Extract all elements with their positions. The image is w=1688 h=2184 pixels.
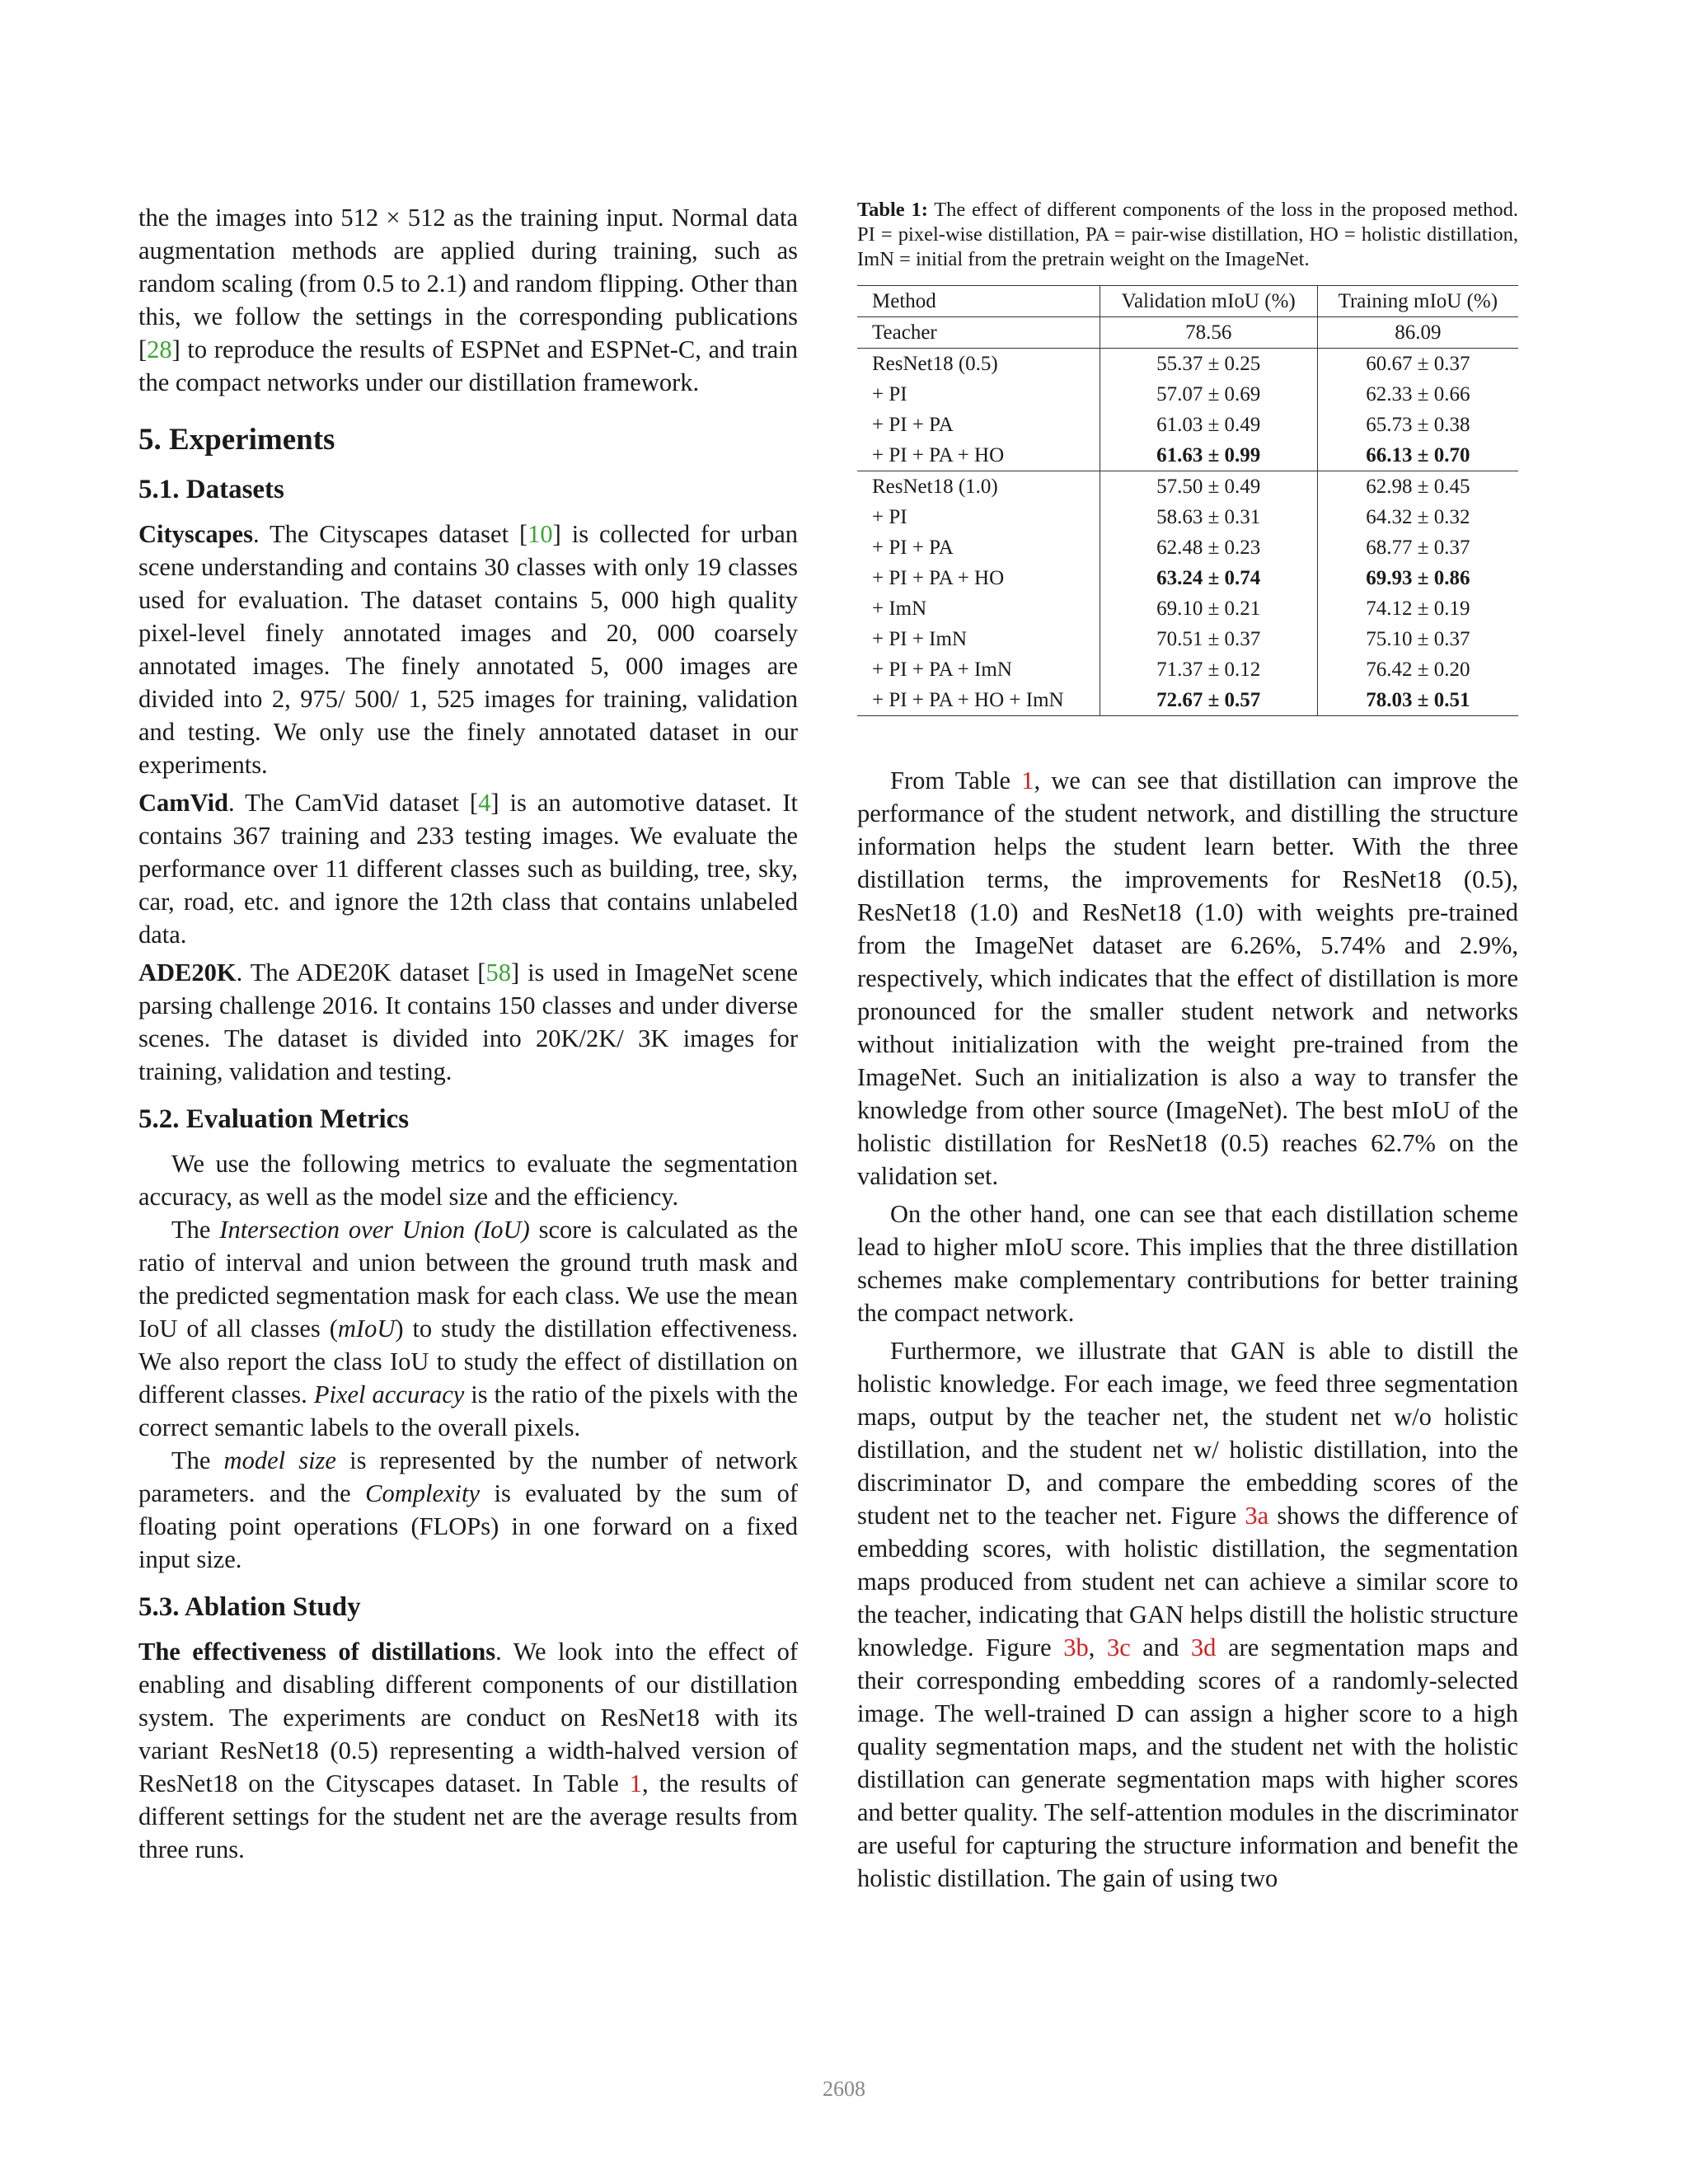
training-miou-cell: 69.93 ± 0.86: [1317, 563, 1518, 593]
figure-reference-link[interactable]: 3c: [1106, 1633, 1131, 1661]
validation-miou-cell: 61.03 ± 0.49: [1100, 410, 1317, 440]
figure-reference-link[interactable]: 3d: [1190, 1633, 1217, 1661]
table-header-cell: Validation mIoU (%): [1100, 286, 1317, 317]
table-header-cell: Training mIoU (%): [1317, 286, 1518, 317]
training-miou-cell: 78.03 ± 0.51: [1317, 685, 1518, 716]
eval-paragraph-2: The Intersection over Union (IoU) score is calculated as the ratio of interval and union between the ground truth mask and the predicted segmentation mask for each class. We use the mean IoU of all classes (mIoU) to study the distillation effectiveness. We also report the class IoU to study the effect of distillation on different classes. Pixel accuracy is the ratio of the pixels with the correct semantic labels to the overall pixels.: [138, 1216, 799, 1441]
training-miou-cell: 65.73 ± 0.38: [1317, 410, 1518, 440]
method-cell: + PI + PA + HO: [872, 444, 1005, 466]
training-miou-cell: 62.33 ± 0.66: [1317, 379, 1518, 410]
table-row: [857, 410, 1518, 440]
validation-miou-cell: 61.63 ± 0.99: [1100, 440, 1317, 471]
method-cell: + ImN: [872, 598, 927, 620]
method-cell: ResNet18 (1.0): [857, 471, 1100, 503]
training-miou-cell: 64.32 ± 0.32: [1317, 502, 1518, 532]
discussion-text: [857, 764, 1518, 1895]
table-row: [857, 624, 1518, 654]
intro-paragraph: the the images into 512 × 512 as the training input. Normal data augmentation methods are applied during training, such as random scaling (from 0.5 to 2.1) and random flipping. Other than this, we follow the settings in the corresponding publications [28] to reproduce the results of ESPNet and ESPNet-C, and train the compact networks under our distillation framework.: [138, 204, 798, 396]
table-row: [857, 440, 1518, 471]
training-miou-cell: 75.10 ± 0.37: [1317, 624, 1518, 654]
discussion-paragraph-3: Furthermore, we illustrate that GAN is able to distill the holistic knowledge. For each image, we feed three segmentation maps, output by the teacher net, the student net w/o holistic distillation, and the student net w/ holistic distillation, into the discriminator D, and compare the embedding scores of the student net to the teacher net. Figure 3a shows the difference of embedding scores, with holistic distillation, the segmentation maps produced from student net can achieve a similar score to the teacher, indicating that GAN helps distill the holistic structure knowledge. Figure 3b, 3c and 3d are segmentation maps and their corresponding embedding scores of a randomly-selected image. The well-trained D can assign a higher score to a high quality segmentation maps, and the student net with the holistic distillation can generate segmentation maps with higher scores and better quality. The self-attention modules in the discriminator are useful for capturing the structure information and benefit the holistic distillation. The gain of using two: [857, 1337, 1518, 1892]
eval-paragraph-1: We use the following metrics to evaluate the segmentation accuracy, as well as the model size and the efficiency.: [138, 1150, 798, 1211]
table-row: [857, 563, 1518, 593]
table-header-cell: Method: [857, 286, 1100, 317]
method-cell: + PI + PA: [872, 414, 954, 436]
table-caption: Table 1: The effect of different components of the loss in the proposed method. PI = pixel-wise distillation, PA = pair-wise distillation, HO = holistic distillation, ImN = initial from the pretrain weight on the ImageNet.: [857, 199, 1518, 270]
table-row: [857, 654, 1518, 685]
method-cell: + PI: [872, 506, 907, 528]
eval-paragraph-3: The model size is represented by the number of network parameters. and the Complexity is evaluated by the sum of floating point operations (FLOPs) in one forward on a fixed input size.: [138, 1446, 798, 1573]
table-row: [857, 685, 1518, 716]
camvid-paragraph: CamVid. The CamVid dataset [4] is an automotive dataset. It contains 367 training and 233 testing images. We evaluate the performance over 11 different classes such as building, tree, sky, car, road, etc. and ignore the 12th class that contains unlabeled data.: [138, 789, 798, 949]
citation-link[interactable]: 58: [485, 958, 511, 987]
table-reference-link[interactable]: 1: [629, 1769, 643, 1797]
method-cell: + PI + PA: [872, 537, 954, 559]
training-miou-cell: 76.42 ± 0.20: [1317, 654, 1518, 685]
table-reference-link[interactable]: 1: [1021, 766, 1034, 794]
training-miou-cell: 66.13 ± 0.70: [1317, 440, 1518, 471]
method-cell: + PI + PA + HO + ImN: [857, 685, 1100, 716]
ade20k-paragraph: ADE20K. The ADE20K dataset [58] is used in ImageNet scene parsing challenge 2016. It contains 150 classes and under diverse scenes. The dataset is divided into 20K/2K/ 3K images for training, validation and testing.: [138, 958, 798, 1085]
results-table: [857, 285, 1518, 716]
method-cell: Teacher: [872, 321, 937, 344]
ablation-paragraph: The effectiveness of distillations. We look into the effect of enabling and disabling different components of our distillation system. The experiments are conduct on ResNet18 with its variant ResNet18 (0.5) representing a width-halved version of ResNet18 on the Cityscapes dataset. In Table 1, the results of different settings for the student net are the average results from three runs.: [138, 1638, 798, 1863]
citation-link[interactable]: 10: [528, 520, 553, 548]
figure-reference-link[interactable]: 3b: [1063, 1633, 1089, 1661]
method-cell: + PI + PA + ImN: [872, 658, 1012, 681]
discussion-paragraph-2: On the other hand, one can see that each distillation scheme lead to higher mIoU score. This implies that the three distillation schemes make complementary contributions for better training the compact network.: [857, 1200, 1518, 1327]
validation-miou-cell: 63.24 ± 0.74: [1100, 563, 1317, 593]
discussion-paragraph-1: From Table 1, we can see that distillation can improve the performance of the student network, and distilling the structure information helps the student learn better. With the three distillation terms, the improvements for ResNet18 (0.5), ResNet18 (1.0) and ResNet18 (1.0) with weights pre-trained from the ImageNet dataset are 6.26%, 5.74% and 2.9%, respectively, which indicates that the effect of distillation is more pronounced for the smaller student network and networks without initialization with the weight pre-trained from the ImageNet. Such an initialization is also a way to transfer the knowledge from other source (ImageNet). The best mIoU of the holistic distillation for ResNet18 (0.5) reaches 62.7% on the validation set.: [857, 766, 1518, 1190]
validation-miou-cell: 58.63 ± 0.31: [1100, 502, 1317, 532]
citation-link[interactable]: 4: [478, 789, 491, 817]
subsection-heading-evaluation-metrics: 5.2. Evaluation Metrics: [138, 1104, 410, 1134]
validation-miou-cell: 72.67 ± 0.57: [1100, 685, 1317, 716]
table-row: [857, 532, 1518, 563]
validation-miou-cell: 71.37 ± 0.12: [1100, 654, 1317, 685]
method-cell: + PI + PA + HO: [872, 567, 1005, 589]
subsection-heading-ablation-study: 5.3. Ablation Study: [138, 1592, 361, 1622]
table-row: [857, 593, 1518, 624]
validation-miou-cell: 55.37 ± 0.25: [1100, 349, 1317, 380]
method-cell: + PI + ImN: [872, 628, 968, 650]
validation-miou-cell: 78.56: [1100, 317, 1317, 349]
table-row: [857, 379, 1518, 410]
page-number: 2608: [823, 2077, 865, 2101]
table-row: [857, 502, 1518, 532]
training-miou-cell: 86.09: [1317, 317, 1518, 349]
training-miou-cell: 68.77 ± 0.37: [1317, 532, 1518, 563]
left-column: [138, 201, 798, 1866]
validation-miou-cell: 70.51 ± 0.37: [1100, 624, 1317, 654]
validation-miou-cell: 57.07 ± 0.69: [1100, 379, 1317, 410]
method-cell: + PI: [872, 383, 907, 405]
validation-miou-cell: 57.50 ± 0.49: [1100, 471, 1317, 503]
validation-miou-cell: 62.48 ± 0.23: [1100, 532, 1317, 563]
training-miou-cell: 74.12 ± 0.19: [1317, 593, 1518, 624]
table-row: [857, 317, 1518, 349]
section-heading-experiments: 5. Experiments: [138, 423, 335, 457]
figure-reference-link[interactable]: 3a: [1245, 1502, 1269, 1530]
table-row: [857, 471, 1518, 503]
citation-link[interactable]: 28: [147, 335, 172, 363]
method-cell: ResNet18 (0.5): [857, 349, 1100, 380]
cityscapes-paragraph: Cityscapes. The Cityscapes dataset [10] is collected for urban scene understanding and contains 30 classes with only 19 classes used for evaluation. The dataset contains 5, 000 high quality pixel-level finely annotated images and 20, 000 coarsely annotated images. The finely annotated 5, 000 images are divided into 2, 975/ 500/ 1, 525 images for training, validation and testing. We only use the finely annotated dataset in our experiments.: [138, 520, 798, 779]
table-row: [857, 349, 1518, 380]
right-column: [857, 198, 1518, 1895]
subsection-heading-datasets: 5.1. Datasets: [138, 475, 284, 504]
validation-miou-cell: 69.10 ± 0.21: [1100, 593, 1317, 624]
table-header-row: [857, 286, 1518, 317]
training-miou-cell: 62.98 ± 0.45: [1317, 471, 1518, 503]
training-miou-cell: 60.67 ± 0.37: [1317, 349, 1518, 380]
table-body: [857, 317, 1518, 716]
